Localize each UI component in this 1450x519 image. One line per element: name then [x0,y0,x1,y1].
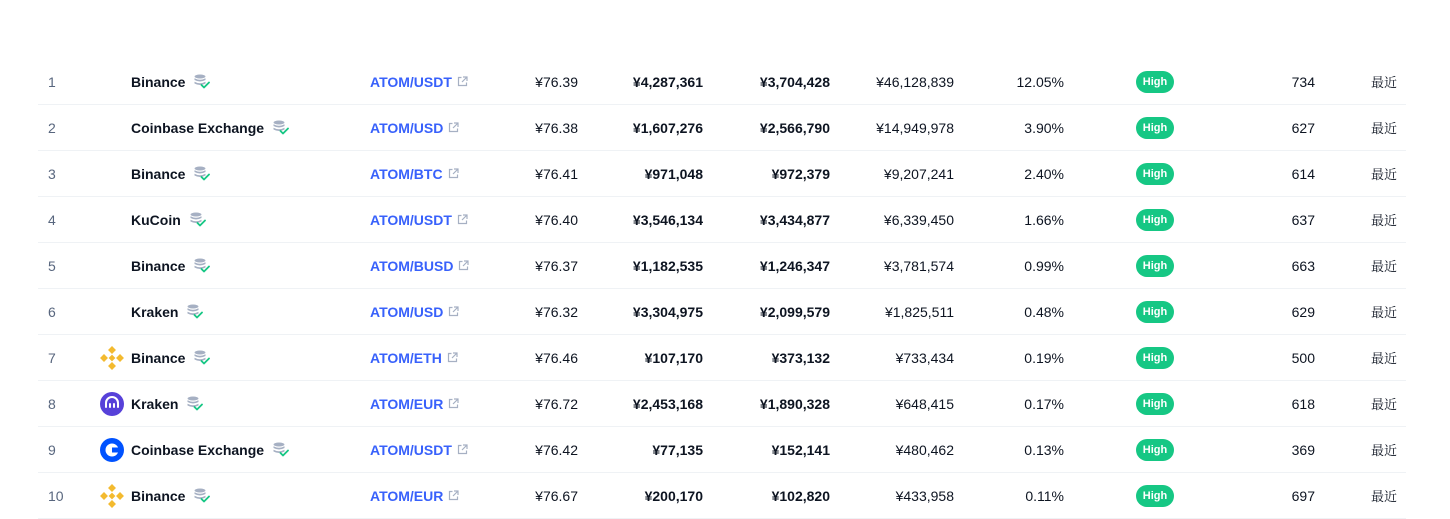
depth-minus2-cell: ¥1,890,328 [759,395,830,412]
volume-cell: ¥46,128,839 [876,73,954,90]
confidence-cell [1135,243,1175,288]
exchange-logo[interactable] [100,243,124,288]
volume-share-cell: 2.40% [1024,165,1064,182]
liquidity-cell: 637 [1291,211,1315,228]
table-row[interactable] [38,335,1406,381]
liquidity-cell: 663 [1291,257,1315,274]
volume-share-cell: 0.11% [1025,487,1064,504]
table-row[interactable] [38,59,1406,105]
table-row[interactable] [38,197,1406,243]
exchange-name-cell[interactable] [131,197,206,242]
volume-share-cell: 12.05% [1016,73,1064,90]
liquidity-cell: 500 [1291,349,1315,366]
depth-plus2-cell: ¥3,304,975 [632,303,703,320]
table-row[interactable] [38,473,1406,519]
volume-share-cell: 3.90% [1024,119,1064,136]
liquidity-cell: 369 [1291,441,1315,458]
verified-database-icon [186,303,203,320]
volume-share-cell: 0.13% [1024,441,1064,458]
volume-cell: ¥733,434 [895,349,954,366]
price-cell: ¥76.42 [535,441,578,458]
verified-database-icon [193,487,210,504]
updated-cell: 最近 [1370,214,1397,229]
trading-pair-link[interactable] [370,151,459,196]
updated-cell: 最近 [1370,122,1397,137]
trading-pair-link[interactable] [370,427,468,472]
external-link-icon[interactable] [448,490,459,501]
price-cell: ¥76.67 [535,487,578,504]
price-cell: ¥76.46 [535,349,578,366]
table-row[interactable] [38,243,1406,289]
volume-cell: ¥6,339,450 [883,211,954,228]
liquidity-cell: 734 [1291,73,1315,90]
updated-cell: 最近 [1370,260,1397,275]
updated-cell: 最近 [1370,168,1397,183]
depth-plus2-cell: ¥107,170 [644,349,703,366]
verified-database-icon [272,441,289,458]
rank-cell: 6 [48,303,56,320]
confidence-cell [1135,381,1175,426]
volume-cell: ¥14,949,978 [876,119,954,136]
rank-cell: 7 [48,349,56,366]
trading-pair-link[interactable] [370,59,468,104]
binance-logo-icon[interactable] [100,473,124,518]
verified-database-icon [186,395,203,412]
exchange-name-cell[interactable] [131,151,210,196]
depth-minus2-cell: ¥373,132 [771,349,830,366]
exchange-name[interactable]: KuCoin [131,211,181,228]
confidence-cell [1135,427,1175,472]
table-row[interactable] [38,289,1406,335]
confidence-cell [1135,289,1175,334]
liquidity-cell: 618 [1291,395,1315,412]
rank-cell: 1 [48,73,56,90]
depth-minus2-cell: ¥102,820 [771,487,830,504]
trading-pair[interactable]: ATOM/EUR [370,487,444,504]
rank-cell: 3 [48,165,56,182]
table-row[interactable] [38,427,1406,473]
updated-cell: 最近 [1370,76,1397,91]
volume-share-cell: 0.17% [1024,395,1064,412]
confidence-cell [1135,59,1175,104]
trading-pair[interactable]: ATOM/BUSD [370,257,454,274]
trading-pair-link[interactable] [370,243,469,288]
depth-plus2-cell: ¥4,287,361 [632,73,703,90]
confidence-badge: High [1136,301,1174,323]
external-link-icon[interactable] [457,76,468,87]
volume-share-cell: 0.48% [1024,303,1064,320]
confidence-cell [1135,473,1175,518]
volume-share-cell: 0.99% [1024,257,1064,274]
confidence-badge: High [1136,71,1174,93]
price-cell: ¥76.40 [535,211,578,228]
updated-cell: 最近 [1370,444,1397,459]
confidence-cell [1135,197,1175,242]
confidence-badge: High [1136,209,1174,231]
depth-minus2-cell: ¥2,099,579 [759,303,830,320]
confidence-cell [1135,335,1175,380]
confidence-badge: High [1136,255,1174,277]
rank-cell: 10 [48,487,64,504]
trading-pair[interactable]: ATOM/BTC [370,165,443,182]
trading-pair[interactable]: ATOM/USDT [370,73,452,90]
table-row[interactable] [38,105,1406,151]
volume-cell: ¥480,462 [895,441,954,458]
exchange-name[interactable]: Binance [131,257,186,274]
depth-minus2-cell: ¥972,379 [771,165,830,182]
rank-cell: 8 [48,395,56,412]
depth-plus2-cell: ¥2,453,168 [632,395,703,412]
exchange-name-cell[interactable] [131,289,203,334]
price-cell: ¥76.32 [535,303,578,320]
volume-share-cell: 0.19% [1024,349,1064,366]
depth-plus2-cell: ¥3,546,134 [632,211,703,228]
trading-pair-link[interactable] [370,473,459,518]
external-link-icon[interactable] [457,214,468,225]
trading-pair-link[interactable] [370,335,458,380]
volume-cell: ¥9,207,241 [883,165,954,182]
updated-cell: 最近 [1370,306,1397,321]
exchange-name[interactable]: Binance [131,165,186,182]
exchange-name-cell[interactable] [131,243,210,288]
table-row[interactable] [38,151,1406,197]
markets-table-body [38,59,1406,519]
exchange-name[interactable]: Binance [131,487,186,504]
external-link-icon[interactable] [447,352,458,363]
external-link-icon[interactable] [448,122,459,133]
updated-cell: 最近 [1370,352,1397,367]
coinbase-logo-icon[interactable] [100,427,124,472]
price-cell: ¥76.72 [535,395,578,412]
depth-plus2-cell: ¥77,135 [652,441,703,458]
verified-database-icon [193,349,210,366]
exchange-name[interactable]: Coinbase Exchange [131,441,265,458]
trading-pair[interactable]: ATOM/ETH [370,349,442,366]
confidence-badge: High [1136,393,1174,415]
trading-pair[interactable]: ATOM/EUR [370,395,444,412]
depth-plus2-cell: ¥971,048 [644,165,703,182]
table-row[interactable] [38,381,1406,427]
depth-minus2-cell: ¥2,566,790 [759,119,830,136]
exchange-name[interactable]: Binance [131,349,186,366]
confidence-badge: High [1136,163,1174,185]
confidence-badge: High [1136,439,1174,461]
depth-minus2-cell: ¥1,246,347 [759,257,830,274]
kraken-logo-icon[interactable] [100,381,124,426]
exchange-name[interactable]: Coinbase Exchange [131,119,265,136]
trading-pair[interactable]: ATOM/USD [370,119,444,136]
trading-pair-link[interactable] [370,381,459,426]
exchange-logo[interactable] [100,105,124,150]
updated-cell: 最近 [1370,490,1397,505]
liquidity-cell: 629 [1291,303,1315,320]
depth-minus2-cell: ¥3,704,428 [759,73,830,90]
exchange-name-cell[interactable] [131,335,210,380]
depth-minus2-cell: ¥152,141 [771,441,830,458]
volume-cell: ¥433,958 [895,487,954,504]
confidence-badge: High [1136,347,1174,369]
liquidity-cell: 697 [1291,487,1315,504]
exchange-name-cell[interactable] [131,473,210,518]
external-link-icon[interactable] [458,260,469,271]
external-link-icon[interactable] [448,306,459,317]
rank-cell: 2 [48,119,56,136]
trading-pair-link[interactable] [370,105,459,150]
trading-pair[interactable]: ATOM/USD [370,303,444,320]
external-link-icon[interactable] [448,168,459,179]
exchange-logo[interactable] [100,197,124,242]
rank-cell: 4 [48,211,56,228]
confidence-badge: High [1136,485,1174,507]
exchange-name[interactable]: Binance [131,73,186,90]
price-cell: ¥76.37 [535,257,578,274]
confidence-badge: High [1136,117,1174,139]
trading-pair-link[interactable] [370,197,468,242]
binance-logo-icon[interactable] [100,335,124,380]
price-cell: ¥76.39 [535,73,578,90]
liquidity-cell: 614 [1291,165,1315,182]
exchange-name[interactable]: Kraken [131,395,179,412]
external-link-icon[interactable] [448,398,459,409]
exchange-name-cell[interactable] [131,59,210,104]
exchange-name-cell[interactable] [131,427,289,472]
verified-database-icon [189,211,206,228]
verified-database-icon [193,165,210,182]
depth-plus2-cell: ¥200,170 [644,487,703,504]
verified-database-icon [193,257,210,274]
verified-database-icon [193,73,210,90]
exchange-name-cell[interactable] [131,381,203,426]
verified-database-icon [272,119,289,136]
exchange-logo[interactable] [100,151,124,196]
depth-plus2-cell: ¥1,182,535 [632,257,703,274]
exchange-logo[interactable] [100,59,124,104]
confidence-cell [1135,105,1175,150]
volume-share-cell: 1.66% [1024,211,1064,228]
depth-plus2-cell: ¥1,607,276 [632,119,703,136]
volume-cell: ¥648,415 [895,395,954,412]
volume-cell: ¥3,781,574 [883,257,954,274]
trading-pair[interactable]: ATOM/USDT [370,441,452,458]
exchange-name[interactable]: Kraken [131,303,179,320]
price-cell: ¥76.41 [535,165,578,182]
rank-cell: 9 [48,441,56,458]
external-link-icon[interactable] [457,444,468,455]
depth-minus2-cell: ¥3,434,877 [759,211,830,228]
trading-pair[interactable]: ATOM/USDT [370,211,452,228]
rank-cell: 5 [48,257,56,274]
volume-cell: ¥1,825,511 [884,303,954,320]
exchange-name-cell[interactable] [131,105,289,150]
exchange-logo[interactable] [100,289,124,334]
liquidity-cell: 627 [1291,119,1315,136]
updated-cell: 最近 [1370,398,1397,413]
price-cell: ¥76.38 [535,119,578,136]
confidence-cell [1135,151,1175,196]
markets-table [38,59,1406,519]
trading-pair-link[interactable] [370,289,459,334]
